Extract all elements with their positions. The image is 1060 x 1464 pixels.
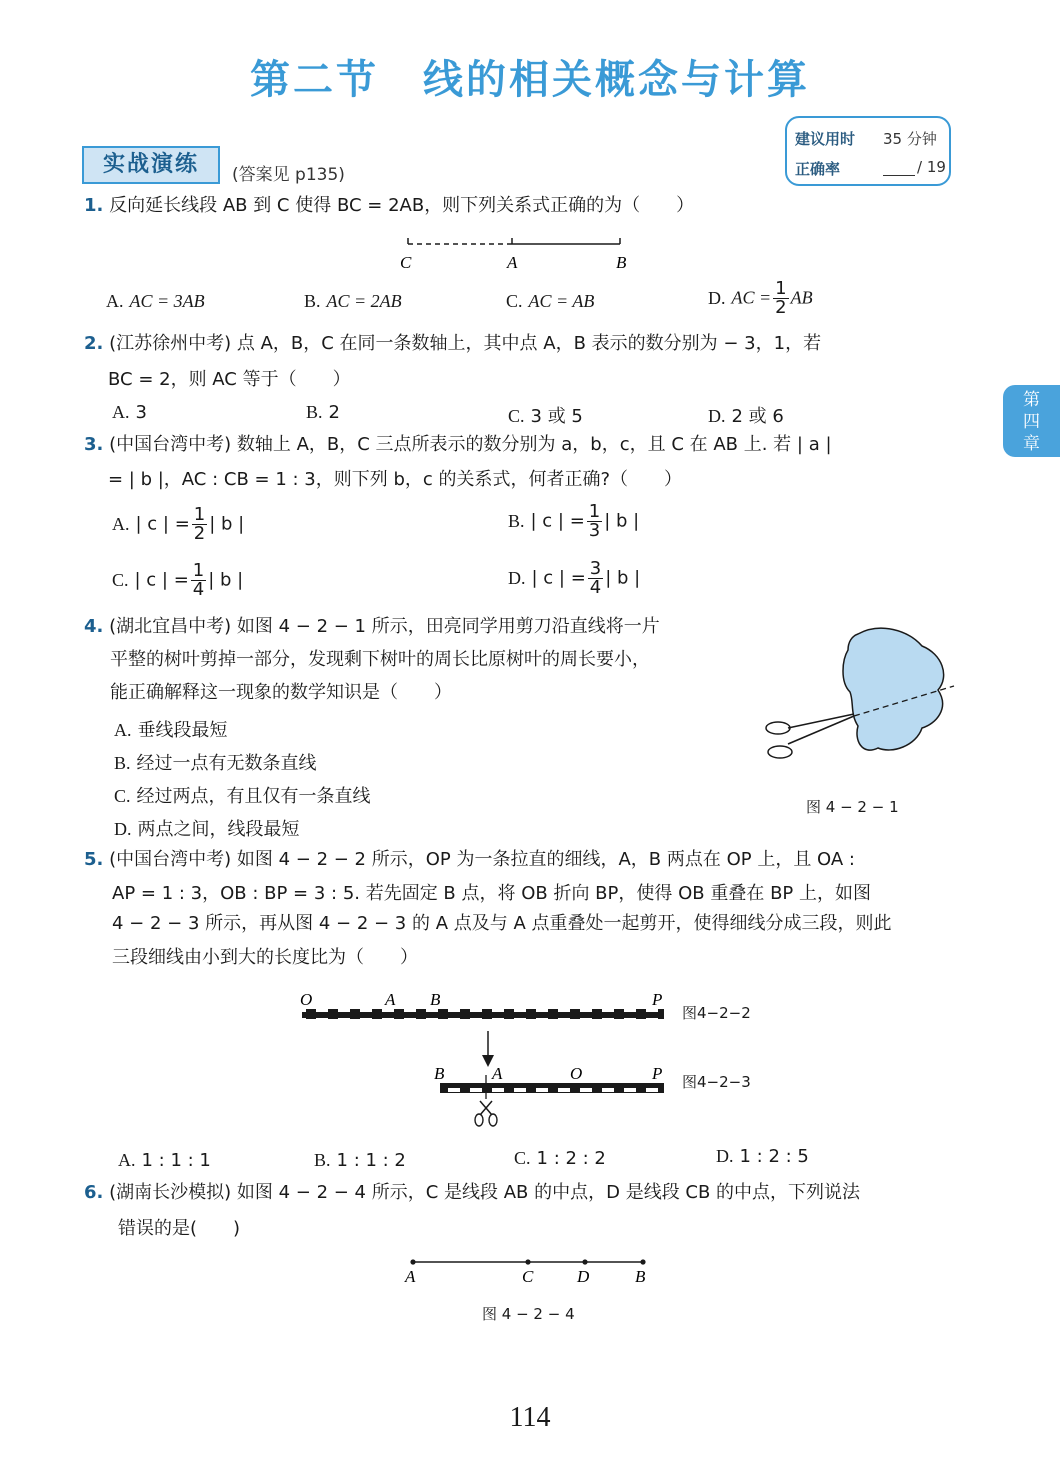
option-text: 2 或 6 — [731, 406, 784, 427]
page-title — [0, 48, 1060, 105]
point-label: P — [652, 1064, 663, 1083]
fraction — [191, 562, 206, 599]
page-number: 114 — [509, 1402, 551, 1433]
option-letter: D. — [716, 1146, 734, 1166]
option-text: | b | — [604, 510, 640, 532]
option-letter: D. — [708, 287, 726, 308]
side-tab-char: 章 — [1023, 434, 1040, 454]
point-label: C — [400, 253, 412, 272]
question-4-line2: 平整的树叶剪掉一部分，发现剩下树叶的周长比原树叶的周长要小， — [110, 649, 650, 670]
point-label: B — [616, 253, 627, 272]
option-letter: C. — [112, 569, 129, 590]
figure-caption: 图 4 − 2 − 1 — [806, 798, 899, 816]
option-d[interactable] — [114, 815, 300, 841]
option-letter: A. — [114, 720, 132, 740]
option-letter: B. — [304, 291, 321, 311]
option-c[interactable] — [514, 1148, 606, 1169]
option-letter: B. — [306, 402, 323, 422]
section-tag: 实战演练 — [82, 146, 220, 184]
scissors-icon — [766, 714, 854, 758]
option-letter: C. — [508, 406, 525, 426]
accuracy-blank[interactable] — [883, 175, 915, 176]
option-letter: B. — [314, 1150, 331, 1170]
option-letter: C. — [506, 291, 523, 311]
option-c[interactable] — [112, 562, 243, 599]
denominator: 3 — [588, 520, 601, 541]
point-label: A — [405, 1267, 416, 1286]
option-letter: A. — [112, 402, 130, 422]
leaf-scissors-figure — [758, 616, 968, 776]
option-c[interactable] — [508, 402, 583, 428]
chapter-side-tab — [1003, 385, 1060, 457]
option-text: | b | — [209, 513, 245, 535]
denominator: 4 — [589, 577, 602, 598]
option-text: | b | — [208, 569, 244, 591]
option-text: 垂线段最短 — [137, 720, 228, 741]
question-text: (中国台湾中考) 如图 4 − 2 − 2 所示，OP 为一条拉直的细线，A，B 两点在 OP 上，且 OA : — [109, 849, 855, 870]
option-text: AC = 2AB — [326, 291, 402, 311]
option-a[interactable] — [114, 716, 228, 742]
numerator: 1 — [192, 560, 205, 581]
question-text: 反向延长线段 AB 到 C 使得 BC = 2AB，则下列关系式正确的为（ ） — [109, 195, 695, 216]
numerator: 1 — [775, 278, 787, 299]
option-letter: D. — [114, 819, 132, 839]
option-letter: D. — [708, 406, 726, 426]
question-number: 4. — [84, 616, 104, 637]
time-value: 35 分钟 — [883, 130, 937, 148]
question-number: 1. — [84, 195, 104, 216]
option-text: 两点之间，线段最短 — [137, 819, 300, 840]
time-accuracy-box — [785, 116, 951, 186]
option-letter: A. — [106, 291, 124, 311]
option-text: AC = — [731, 287, 772, 308]
section-title: 线的相关概念与计算 — [423, 57, 810, 103]
option-text: AC = 3AB — [129, 291, 205, 311]
q1-figure — [390, 232, 640, 272]
question-5-line3: 4 − 2 − 3 所示，再从图 4 − 2 − 3 的 A 点及与 A 点重叠处一起剪开，使得细线分成三段，则此 — [112, 913, 892, 934]
question-2 — [84, 334, 821, 354]
question-5-line4: 三段细线由小到大的长度比为（ ） — [112, 947, 418, 968]
option-d[interactable] — [708, 402, 784, 428]
option-text: | b | — [605, 567, 641, 589]
option-letter: C. — [514, 1148, 531, 1168]
option-text: 2 — [328, 402, 340, 423]
option-text: 1 : 1 : 2 — [336, 1150, 406, 1171]
option-letter: A. — [118, 1150, 136, 1170]
option-text: 1 : 2 : 5 — [739, 1146, 809, 1167]
question-5 — [84, 850, 855, 870]
point-label: C — [522, 1267, 534, 1286]
string-folded — [440, 1083, 664, 1093]
option-text: | c | = — [134, 569, 189, 591]
figure-caption: 图4−2−2 — [682, 1004, 751, 1022]
option-a[interactable] — [112, 402, 147, 423]
figure-caption: 图4−2−3 — [682, 1073, 751, 1091]
option-b[interactable] — [114, 749, 317, 775]
question-5-line2: AP = 1 : 3，OB : BP = 3 : 5. 若先固定 B 点，将 OB 折向 BP，使得 OB 重叠在 BP 上，如图 — [112, 883, 871, 904]
string-figures — [290, 985, 670, 1135]
fraction — [773, 280, 788, 317]
option-text: 1 : 2 : 2 — [536, 1148, 606, 1169]
option-b[interactable] — [306, 402, 340, 423]
denominator: 4 — [192, 579, 205, 600]
option-text: 经过两点，有且仅有一条直线 — [136, 786, 371, 807]
question-number: 6. — [84, 1182, 104, 1203]
question-6 — [84, 1183, 860, 1203]
question-text: (江苏徐州中考) 点 A，B，C 在同一条数轴上，其中点 A，B 表示的数分别为 − 3，1，若 — [109, 333, 822, 354]
accuracy-value: / 19 — [917, 158, 946, 176]
option-text: 1 : 1 : 1 — [141, 1150, 211, 1171]
option-a[interactable] — [118, 1150, 211, 1171]
side-tab-char: 四 — [1023, 412, 1040, 432]
denominator: 2 — [775, 297, 787, 318]
figure-caption: 图 4 − 2 − 4 — [482, 1305, 575, 1323]
option-text: 3 — [135, 402, 147, 423]
option-text: | c | = — [531, 567, 586, 589]
option-letter: C. — [114, 786, 131, 806]
numerator: 3 — [589, 558, 602, 579]
option-d[interactable] — [708, 280, 813, 317]
point-label: A — [492, 1064, 503, 1083]
question-3 — [84, 435, 832, 455]
point-label: O — [570, 1064, 583, 1083]
point-label: B — [430, 990, 441, 1009]
option-text: 经过一点有无数条直线 — [136, 753, 317, 774]
section-number: 第二节 — [250, 57, 379, 103]
point-label: B — [635, 1267, 646, 1286]
question-number: 3. — [84, 434, 104, 455]
option-text: AB — [790, 287, 813, 308]
option-letter: A. — [112, 513, 130, 534]
string-op — [302, 1009, 664, 1019]
option-d[interactable] — [716, 1146, 809, 1167]
numerator: 1 — [588, 501, 601, 522]
point-label: P — [652, 990, 663, 1009]
question-text: (湖北宜昌中考) 如图 4 − 2 − 1 所示，田亮同学用剪刀沿直线将一片 — [109, 616, 660, 637]
question-4 — [84, 617, 660, 637]
numerator: 1 — [193, 504, 206, 525]
option-text: | c | = — [530, 510, 585, 532]
point-label: A — [385, 990, 396, 1009]
question-2-line2: BC = 2，则 AC 等于（ ） — [108, 369, 351, 390]
option-letter: B. — [114, 753, 131, 773]
point-label: D — [577, 1267, 590, 1286]
accuracy-label: 正确率 — [795, 160, 841, 178]
denominator: 2 — [193, 523, 206, 544]
option-letter: D. — [508, 567, 526, 588]
fraction — [192, 506, 207, 543]
option-a[interactable] — [112, 506, 244, 543]
side-tab-char: 第 — [1023, 390, 1040, 410]
question-6-line2: 错误的是( ) — [118, 1218, 241, 1239]
question-1 — [84, 196, 694, 216]
question-3-line2: = | b |，AC : CB = 1 : 3，则下列 b，c 的关系式，何者正确?（ ） — [108, 469, 683, 490]
option-b[interactable] — [314, 1150, 406, 1171]
option-a[interactable] — [106, 291, 205, 312]
option-text: 3 或 5 — [530, 406, 583, 427]
scissors-icon — [475, 1101, 497, 1126]
question-number: 2. — [84, 333, 104, 354]
option-text: | c | = — [135, 513, 190, 535]
option-c[interactable] — [114, 782, 371, 808]
point-label: O — [300, 990, 313, 1009]
question-text: (中国台湾中考) 数轴上 A，B，C 三点所表示的数分别为 a，b，c，且 C 在 AB 上. 若 | a | — [109, 434, 832, 455]
option-letter: B. — [508, 510, 525, 531]
option-b[interactable] — [304, 291, 402, 312]
question-number: 5. — [84, 849, 104, 870]
option-b[interactable] — [508, 503, 639, 540]
question-4-line3: 能正确解释这一现象的数学知识是（ ） — [110, 682, 452, 703]
point-label: B — [434, 1064, 445, 1083]
answer-reference: (答案见 p135) — [232, 165, 345, 185]
option-c[interactable] — [506, 291, 594, 312]
point-label: A — [507, 253, 518, 272]
option-d[interactable] — [508, 560, 640, 597]
q6-figure — [395, 1250, 665, 1290]
question-text: (湖南长沙模拟) 如图 4 − 2 − 4 所示，C 是线段 AB 的中点，D 是线段 CB 的中点，下列说法 — [109, 1182, 861, 1203]
fraction — [588, 560, 603, 597]
option-text: AC = AB — [528, 291, 595, 311]
time-label: 建议用时 — [795, 130, 856, 148]
leaf-shape — [843, 628, 944, 750]
fraction — [587, 503, 602, 540]
